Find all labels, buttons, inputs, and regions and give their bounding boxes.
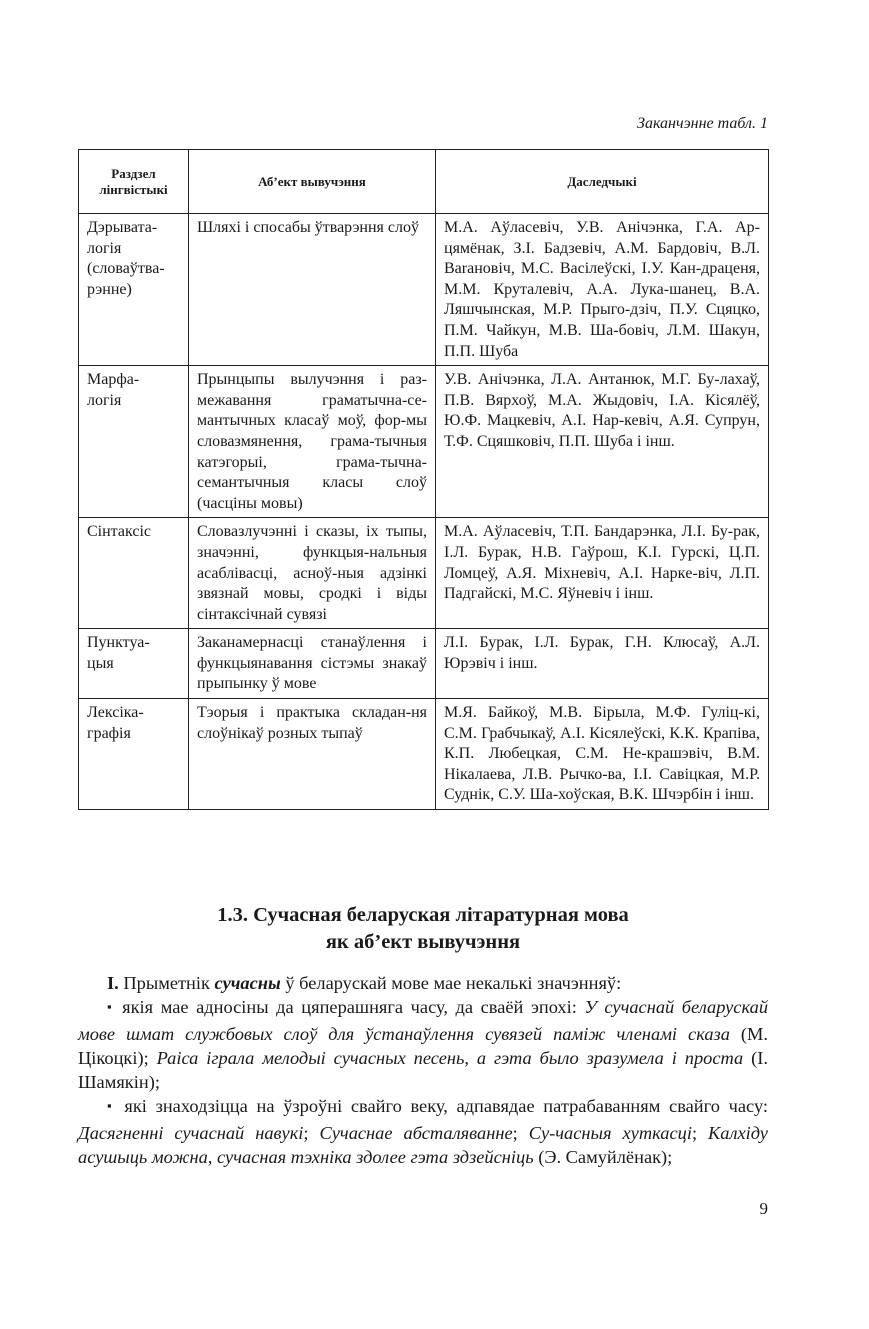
bullet-1-example-1: У сучаснай беларускай мове шмат службовых слоў для ўстанаўлення сувязей паміж членамі сказа bbox=[78, 997, 769, 1044]
separator: ; bbox=[691, 1122, 709, 1143]
bullet-1-example-2: Раіса іграла мелодыі сучасных песень, а гэта было зразумела і проста bbox=[156, 1047, 744, 1068]
table-cell-object: Тэорыя і практыка складан-ня слоўнікаў розных тыпаў bbox=[189, 699, 436, 810]
bullet-2-example-1: Дасягненні сучаснай навукі bbox=[78, 1122, 304, 1143]
bullet-item-1 bbox=[78, 995, 768, 1094]
table-cell-object: Шляхі і спосабы ўтварэння слоў bbox=[189, 214, 436, 366]
table-row bbox=[79, 629, 769, 699]
bullet-item-2 bbox=[78, 1094, 768, 1169]
paragraph-intro bbox=[78, 971, 768, 995]
table-cell-section: Пунктуа- цыя bbox=[79, 629, 189, 699]
intro-text-after: ў беларускай мове мае некалькі значэнняў: bbox=[280, 973, 622, 993]
section-heading-line-2: як аб’ект вывучэння bbox=[325, 931, 521, 953]
table-cell-researchers: М.А. Аўласевіч, У.В. Анічэнка, Г.А. Ар-цямёнак, З.І. Бадзевіч, А.М. Бардовіч, В.Л. Вaraновіч, М.С. Васілеўскі, І.У. Кан-драценя, М.М. Круталевіч, А.А. Лука-шанец, В.А. Ляшчынская, М.Р. Прыго-дзіч, П.У. Сцяцко, П.М. Чайкун, М.В. Ша-бовіч, Л.М. Шакун, П.П. Шуба bbox=[436, 214, 769, 366]
bullet-2-source: (Э. Самуйлёнак); bbox=[533, 1147, 673, 1168]
table-cell-object: Заканамернасці станаўлення і функцыянавання сістэмы знакаў прыпынку ў мове bbox=[189, 629, 436, 699]
table-cell-researchers: Л.І. Бурак, І.Л. Бурак, Г.Н. Клюсаў, А.Л. Юрэвіч і інш. bbox=[436, 629, 769, 699]
table-header-row bbox=[79, 150, 769, 214]
bullet-1-source-1: (М. Цікоцкі); bbox=[78, 1023, 768, 1068]
header-object: Аб’ект вывучэння bbox=[189, 150, 436, 214]
page-number: 9 bbox=[759, 1199, 768, 1218]
header-researchers: Даследчыкі bbox=[436, 150, 769, 214]
table-row bbox=[79, 214, 769, 366]
table-cell-section: Марфа- логія bbox=[79, 366, 189, 518]
table-cell-section: Лексіка- графія bbox=[79, 699, 189, 810]
bullet-2-example-3: Су-часныя хуткасці bbox=[528, 1122, 692, 1143]
bullet-2-example-4: Калхіду асушыць можна, сучасная тэхніка здолее гэта здзейсніць bbox=[78, 1122, 768, 1168]
table-cell-object: Прынцыпы вылучэння і раз-межавання граматычна-се-мантычных класаў моў, фор-мы словазмянення, грама-тычныя катэгорыі, грама-тычна-семантычныя класы слоў (часціны мовы) bbox=[189, 366, 436, 518]
table-cell-object: Словазлучэнні і сказы, іх тыпы, значэнні, функцыя-нальныя асаблівасці, асноў-ныя адзінкі звязнай мовы, сродкі і віды сінтаксічнай сувязі bbox=[189, 518, 436, 629]
linguistics-table bbox=[78, 149, 769, 810]
section-heading-line-1: 1.3. Сучасная беларуская літаратурная мова bbox=[217, 904, 629, 926]
bullet-1-source-2: (І. Шамякін); bbox=[78, 1047, 769, 1093]
separator: ; bbox=[303, 1122, 320, 1143]
table-cell-researchers: М.А. Аўласевіч, Т.П. Бандарэнка, Л.І. Бу-рак, І.Л. Бурак, Н.В. Гаўрош, К.І. Гурскі, Ц.П. Ломцеў, А.Я. Міхневіч, А.І. Наркe-віч, Л.П. Падгайскі, М.С. Яўневіч і інш. bbox=[436, 518, 769, 629]
header-section: Раздзел лінгвістыкі bbox=[79, 150, 189, 214]
separator: ; bbox=[512, 1122, 529, 1143]
table-cell-section: Сінтаксіс bbox=[79, 518, 189, 629]
keyword: сучасны bbox=[214, 973, 281, 993]
bullet-icon: ▪ bbox=[107, 1098, 116, 1114]
bullet-1-lead: якія мае адносіны да цяперашняга часу, да сваёй эпохі: bbox=[114, 997, 585, 1018]
table-cell-researchers: М.Я. Байкоў, М.В. Бірыла, М.Ф. Гуліц-кі, С.М. Грабчыкаў, А.І. Кісялеўскі, К.К. Крапіва, К.П. Любецкая, С.М. Не-крашэвіч, В.М. Нікалаева, Л.В. Рычко-ва, І.І. Савіцкая, М.Р. Суднік, С.У. Ша-хоўская, В.К. Шчэрбін і інш. bbox=[436, 699, 769, 810]
table-cell-section: Дэрывата- логія (словаўтва- рэнне) bbox=[79, 214, 189, 366]
table-cell-researchers: У.В. Анічэнка, Л.А. Антанюк, М.Г. Бу-лахаў, П.В. Вярхоў, М.А. Жыдовіч, І.А. Кісялёў, Ю.Ф. Мацкевіч, А.І. Нар-кевіч, А.Я. Супрун, Т.Ф. Сцяшковіч, П.П. Шуба і інш. bbox=[436, 366, 769, 518]
bullet-2-example-2: Сучаснае абсталяванне bbox=[319, 1122, 513, 1143]
intro-text-before: Прыметнік bbox=[118, 973, 215, 993]
table-row bbox=[79, 366, 769, 518]
paragraph-marker: I. bbox=[107, 973, 119, 993]
section-heading bbox=[78, 902, 768, 956]
bullet-2-lead: які знаходзіцца на ўзроўні свайго веку, адпавядае патрабаванням свайго часу: bbox=[115, 1096, 769, 1117]
table-row bbox=[79, 699, 769, 810]
table-row bbox=[79, 518, 769, 629]
body-text bbox=[78, 971, 768, 1169]
bullet-icon: ▪ bbox=[107, 999, 115, 1015]
table-continuation-caption: Заканчэнне табл. 1 bbox=[637, 115, 768, 132]
